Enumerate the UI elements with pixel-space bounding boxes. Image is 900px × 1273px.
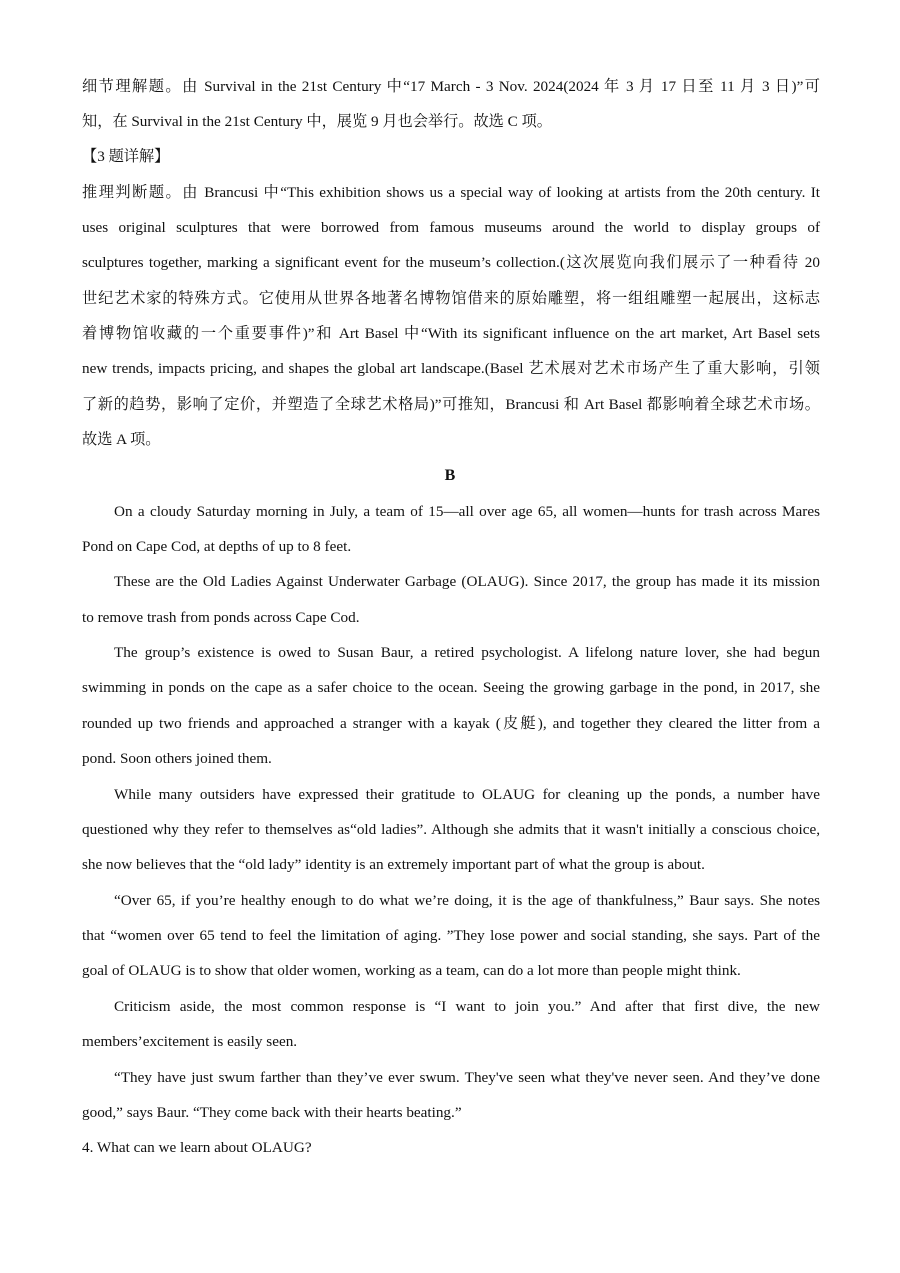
- analysis-3-line-7: 了新的趋势，影响了定价，并塑造了全球艺术格局)”可推知，Brancusi 和 Art Basel 都影响着全球艺术市场。: [82, 396, 820, 413]
- passage-p3-line-3: rounded up two friends and approached a stranger with a kayak (皮艇), and together they cleared the litter from a: [82, 715, 820, 732]
- passage-p5-line-3: goal of OLAUG is to show that older women, working as a team, can do a lot more than people might think.: [82, 962, 741, 979]
- passage-p2-line-2: to remove trash from ponds across Cape Cod.: [82, 609, 360, 626]
- section-b-title: B: [444, 467, 456, 484]
- analysis-3-line-5: 着博物馆收藏的一个重要事件)”和 Art Basel 中“With its significant influence on the art market, Art Basel sets: [82, 325, 820, 342]
- passage-p4-line-2: questioned why they refer to themselves as“old ladies”. Although she admits that it wasn't initially a conscious choice,: [82, 821, 820, 838]
- q3-header: 【3 题详解】: [82, 148, 170, 165]
- analysis-3-line-6: new trends, impacts pricing, and shapes the global art landscape.(Basel 艺术展对艺术市场产生了重大影响，引领: [82, 360, 820, 377]
- analysis-3-line-4: 世纪艺术家的特殊方式。它使用从世界各地著名博物馆借来的原始雕塑，将一组组雕塑一起展出，这标志: [82, 290, 820, 307]
- passage-p4-line-3: she now believes that the “old lady” identity is an extremely important part of what the group is about.: [82, 856, 705, 873]
- analysis-3-line-3: sculptures together, marking a significant event for the museum’s collection.(这次展览向我们展示了一种看待 20: [82, 254, 820, 271]
- passage-p5-line-2: that “women over 65 tend to feel the limitation of aging. ”They lose power and social standing, she says. Part of the: [82, 927, 820, 944]
- passage-p4-line-1: While many outsiders have expressed their gratitude to OLAUG for cleaning up the ponds, a number have: [114, 786, 820, 803]
- passage-p2-line-1: These are the Old Ladies Against Underwater Garbage (OLAUG). Since 2017, the group has made it its mission: [114, 573, 820, 590]
- analysis-3-line-1: 推理判断题。由 Brancusi 中“This exhibition shows us a special way of looking at artists from the 20th century. It: [82, 184, 820, 201]
- passage-p3-line-1: The group’s existence is owed to Susan Baur, a retired psychologist. A lifelong nature lover, she had begun: [114, 644, 820, 661]
- analysis-2-line-1: 细节理解题。由 Survival in the 21st Century 中“17 March - 3 Nov. 2024(2024 年 3 月 17 日至 11 月 3 日)”可: [82, 78, 820, 95]
- passage-p6-line-2: members’excitement is easily seen.: [82, 1033, 298, 1050]
- passage-p1-line-1: On a cloudy Saturday morning in July, a team of 15—all over age 65, all women—hunts for trash across Mares: [114, 503, 820, 520]
- passage-p5-line-1: “Over 65, if you’re healthy enough to do what we’re doing, it is the age of thankfulness,” Baur says. She notes: [114, 892, 820, 909]
- analysis-3-line-2: uses original sculptures that were borrowed from famous museums around the world to display groups of: [82, 219, 820, 236]
- analysis-3-line-8: 故选 A 项。: [82, 431, 161, 448]
- passage-p3-line-2: swimming in ponds on the cape as a safer choice to the ocean. Seeing the growing garbage in the pond, in 2017, she: [82, 679, 820, 696]
- question-4: 4. What can we learn about OLAUG?: [82, 1139, 312, 1156]
- analysis-2-line-2: 知，在 Survival in the 21st Century 中，展览 9 月也会举行。故选 C 项。: [82, 113, 552, 130]
- passage-p7-line-1: “They have just swum farther than they’ve ever swum. They've seen what they've never seen. And they’ve done: [114, 1069, 820, 1086]
- passage-p3-line-4: pond. Soon others joined them.: [82, 750, 272, 767]
- passage-p6-line-1: Criticism aside, the most common response is “I want to join you.” And after that first dive, the new: [114, 998, 820, 1015]
- passage-p1-line-2: Pond on Cape Cod, at depths of up to 8 feet.: [82, 538, 352, 555]
- passage-p7-line-2: good,” says Baur. “They come back with their hearts beating.”: [82, 1104, 462, 1121]
